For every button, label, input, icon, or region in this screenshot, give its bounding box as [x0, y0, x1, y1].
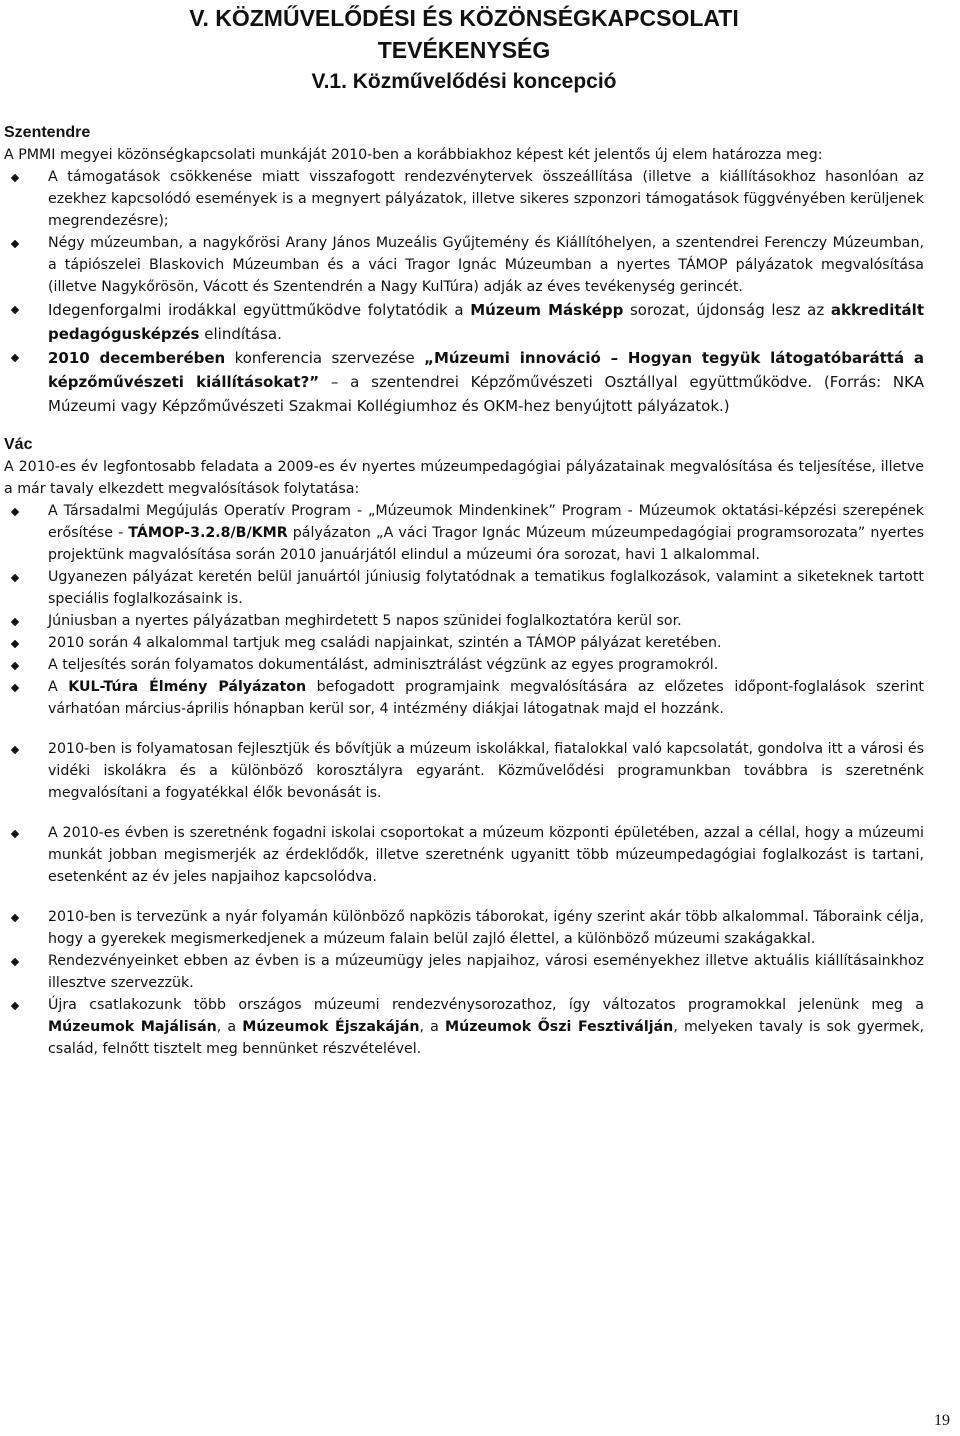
bullet-icon — [11, 914, 19, 922]
bullet-icon — [11, 684, 19, 692]
list-item: 2010-ben is tervezünk a nyár folyamán különböző napközis táborokat, igény szerint akár több alkalommal. Táboraink célja, hogy a gyerekek megismerkedjenek a múzeum falain belül zajló élettel, a különböző múzeumi szakágakkal. — [4, 906, 924, 950]
page-number: 19 — [934, 1412, 950, 1429]
bullet-icon — [11, 830, 19, 838]
bullet-icon — [11, 662, 19, 670]
bullet-icon — [11, 240, 19, 248]
list-item: A támogatások csökkenése miatt visszafogott rendezvénytervek összeállítása (illetve a kiállításokhoz hasonlóan az ezekhez kapcsolódó események is a megnyert pályázatok, illetve sikeres szponzori támogatások függvényében kerüljenek megrendezésre); — [4, 166, 924, 232]
list-item: A 2010-es évben is szeretnénk fogadni iskolai csoportokat a múzeum központi épületében, azzal a céllal, hogy a múzeumi munkát jobban megismerjék az érdeklődők, illetve szeretnénk ugyanitt több múzeumpedagógiai foglalkozást is tartani, esetenként az év jeles napjaihoz kapcsolódva. — [4, 822, 924, 888]
list-item: A teljesítés során folyamatos dokumentálást, adminisztrálást végzünk az egyes programokról. — [4, 654, 924, 676]
list-item: 2010 során 4 alkalommal tartjuk meg családi napjainkat, szintén a TÁMOP pályázat keretében. — [4, 632, 924, 654]
bullet-icon — [11, 958, 19, 966]
bullet-icon — [11, 1002, 19, 1010]
document-page — [4, 0, 924, 1060]
vac-intro: A 2010-es év legfontosabb feladata a 2009-es év nyertes múzeumpedagógiai pályázatainak megvalósítása és teljesítése, illetve a már tavaly elkezdett megvalósítások folytatása: — [4, 459, 924, 497]
bullet-icon — [11, 174, 19, 182]
section-heading-vac: Vác — [4, 436, 33, 453]
chapter-title-line2: TEVÉKENYSÉG — [377, 37, 551, 63]
list-item: Négy múzeumban, a nagykőrösi Arany János Muzeális Gyűjtemény és Kiállítóhelyen, a szentendrei Ferenczy Múzeumban, a tápiószelei Blaskovich Múzeumban és a váci Tragor Ignác Múzeumban a nyertes TÁMOP pályázatok megvalósítása (illetve Nagykőrösön, Vácott és Szentendrén a Nagy KulTúra) adják az éves tevékenység gerincét. — [4, 232, 924, 298]
list-item: Újra csatlakozunk több országos múzeumi rendezvénysorozathoz, így változatos programokkal jelenünk meg a Múzeumok Majálisán, a Múzeumok Éjszakáján, a Múzeumok Őszi Fesztiválján, melyeken tavaly is sok gyermek, család, felnőtt tisztelt meg bennünket részvételével. — [4, 994, 924, 1060]
szentendre-list — [4, 166, 924, 418]
szentendre-intro: A PMMI megyei közönségkapcsolati munkáját 2010-ben a korábbiakhoz képest két jelentős új elem határozza meg: — [4, 147, 823, 163]
list-item: Ugyanezen pályázat keretén belül januártól júniusig folytatódnak a tematikus foglalkozások, valamint a siketeknek tartott speciális foglalkozásaink is. — [4, 566, 924, 610]
list-item: Rendezvényeinket ebben az évben is a múzeumügy jeles napjaihoz, városi eseményekhez illetve aktuális kiállításainkhoz illesztve szervezzük. — [4, 950, 924, 994]
vac-list — [4, 500, 924, 1060]
bullet-icon — [11, 574, 19, 582]
list-item: A Társadalmi Megújulás Operatív Program - „Múzeumok Mindenkinek” Program - Múzeumok oktatási-képzési szerepének erősítése - TÁMOP-3.2.8/B/KMR pályázaton „A váci Tragor Ignác Múzeum múzeumpedagógiai programsorozata” nyertes projektünk magvalósítása során 2010 januárjától elindul a múzeumi óra sorozat, havi 1 alkalommal. — [4, 500, 924, 566]
bullet-icon — [11, 746, 19, 754]
bullet-icon — [11, 354, 19, 362]
bullet-icon — [11, 618, 19, 626]
chapter-title-line1: V. KÖZMŰVELŐDÉSI ÉS KÖZÖNSÉGKAPCSOLATI — [189, 5, 739, 31]
list-item: 2010-ben is folyamatosan fejlesztjük és bővítjük a múzeum iskolákkal, fiatalokkal való kapcsolatát, gondolva itt a városi és vidéki iskolákra és a különböző korosztályra egyaránt. Közművelődési programunkban továbbra is szeretnénk megvalósítani a fogyatékkal élők bevonását is. — [4, 738, 924, 804]
list-item: 2010 decemberében konferencia szervezése „Múzeumi innováció – Hogyan tegyük látogatóbaráttá a képzőművészeti kiállításokat?” – a szentendrei Képzőművészeti Osztállyal együttműködve. (Forrás: NKA Múzeumi vagy Képzőművészeti Szakmai Kollégiumhoz és OKM-hez benyújtott pályázatok.) — [4, 346, 924, 418]
list-item: Júniusban a nyertes pályázatban meghirdetett 5 napos szünidei foglalkoztatóra kerül sor. — [4, 610, 924, 632]
section-title: V.1. Közművelődési koncepció — [311, 70, 617, 93]
bullet-icon — [11, 508, 19, 516]
section-heading-szentendre: Szentendre — [4, 124, 91, 141]
list-item: Idegenforgalmi irodákkal együttműködve folytatódik a Múzeum Másképp sorozat, újdonság lesz az akkreditált pedagógusképzés elindítása. — [4, 298, 924, 346]
bullet-icon — [11, 306, 19, 314]
bullet-icon — [11, 640, 19, 648]
list-item: A KUL-Túra Élmény Pályázaton befogadott programjaink megvalósítására az előzetes időpont-foglalások szerint várhatóan március-április hónapban kerül sor, 4 intézmény diákjai látogatnak majd el hozzánk. — [4, 676, 924, 720]
